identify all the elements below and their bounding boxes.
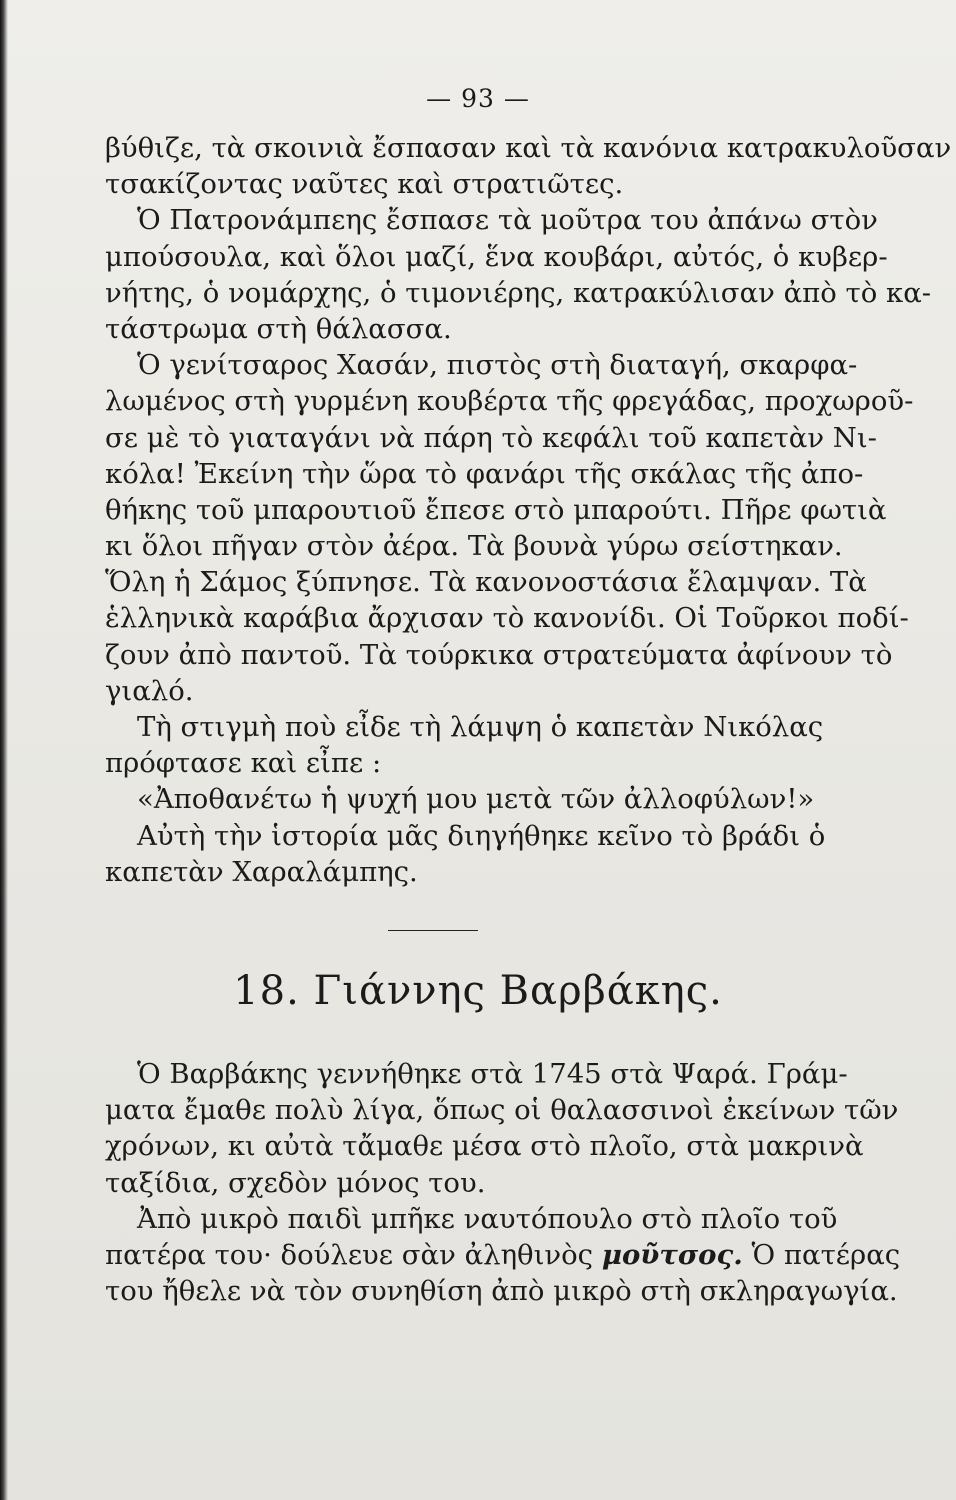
text-line: καπετὰν Χαραλάμπης. [105, 855, 418, 888]
text-line: Αὐτὴ τὴν ἱστορία μᾶς διηγήθηκε κεῖνο τὸ βράδι ὁ [137, 819, 826, 852]
quote-line: «Ἀποθανέτω ἡ ψυχή μου μετὰ τῶν ἀλλοφύλων!» [137, 783, 815, 816]
text-line: βύθιζε, τὰ σκοινιὰ ἔσπασαν καὶ τὰ κανόνια κατρακυλοῦσαν [105, 132, 952, 164]
text-line: Ὁ γενίτσαρος Χασάν, πιστὸς στὴ διαταγή, σκαρφα- [137, 349, 858, 382]
text-line: τάστρωμα στὴ θάλασσα. [105, 312, 452, 345]
section-divider [388, 930, 478, 931]
text-line: Ὅλη ἡ Σάμος ξύπνησε. Τὰ κανονοστάσια ἔλαμψαν. Τὰ [105, 566, 867, 599]
text-line: ζουν ἀπὸ παντοῦ. Τὰ τούρκικα στρατεύματα ἀφίνουν τὸ [105, 638, 893, 671]
text-line: λωμένος στὴ γυρμένη κουβέρτα τῆς φρεγάδας, προχωροῦ- [105, 385, 914, 418]
section-title: 18. Γιάννης Βαρβάκης. [233, 968, 723, 1014]
text-line: Τὴ στιγμὴ ποὺ εἶδε τὴ λάμψη ὁ καπετὰν Νικόλας [137, 711, 824, 743]
text-line: Ἀπὸ μικρὸ παιδὶ μπῆκε ναυτόπουλο στὸ πλοῖο τοῦ [137, 1202, 838, 1235]
text-line: ἑλληνικὰ καράβια ἄρχισαν τὸ κανονίδι. Οἱ Τοῦρκοι ποδί- [105, 602, 909, 635]
emphasized-word: μοῦτσος. [601, 1238, 743, 1271]
text-line: νήτης, ὁ νομάρχης, ὁ τιμονιέρης, κατρακύλισαν ἀπὸ τὸ κα- [105, 276, 932, 309]
text-line: γιαλό. [105, 674, 194, 707]
text-line: κόλα! Ἐκείνη τὴν ὥρα τὸ φανάρι τῆς σκάλας τῆς ἀπο- [105, 457, 864, 490]
text-line: Ὁ Πατρονάμπεης ἔσπασε τὰ μοῦτρα του ἀπάνω στὸν [137, 204, 878, 237]
text-line: θήκης τοῦ μπαρουτιοῦ ἔπεσε στὸ μπαρούτι. Πῆρε φωτιὰ [105, 493, 887, 526]
text-line: ταξίδια, σχεδὸν μόνος του. [105, 1166, 486, 1199]
text-line: κι ὅλοι πῆγαν στὸν ἀέρα. Τὰ βουνὰ γύρω σείστηκαν. [105, 530, 843, 563]
text-line: μπούσουλα, καὶ ὅλοι μαζί, ἕνα κουβάρι, αὐτός, ὁ κυβερ- [105, 240, 888, 273]
text-line: πρόφτασε καὶ εἶπε : [105, 747, 382, 780]
page-number: — 93 — [426, 84, 530, 113]
text-segment: Ὁ πατέρας [742, 1238, 901, 1271]
page-edge-shadow [0, 0, 8, 1500]
text-block-top [105, 130, 952, 890]
text-line: ματα ἔμαθε πολὺ λίγα, ὅπως οἱ θαλασσινοὶ ἐκείνων τῶν [105, 1094, 899, 1127]
text-line: χρόνων, κι αὐτὰ τἄμαθε μέσα στὸ πλοῖο, στὰ μακρινὰ [105, 1130, 864, 1163]
text-block-bottom [105, 1056, 901, 1309]
text-line: τσακίζοντας ναῦτες καὶ στρατιῶτες. [105, 168, 624, 201]
text-line: σε μὲ τὸ γιαταγάνι νὰ πάρη τὸ κεφάλι τοῦ καπετὰν Νι- [105, 421, 877, 454]
text-line [105, 1237, 901, 1273]
text-line: του ἤθελε νὰ τὸν συνηθίση ἀπὸ μικρὸ στὴ σκληραγωγία. [105, 1275, 898, 1308]
text-line: Ὁ Βαρβάκης γεννήθηκε στὰ 1745 στὰ Ψαρά. Γράμ- [137, 1058, 848, 1090]
text-segment: πατέρα του· δούλευε σὰν ἀληθινὸς [105, 1238, 602, 1271]
